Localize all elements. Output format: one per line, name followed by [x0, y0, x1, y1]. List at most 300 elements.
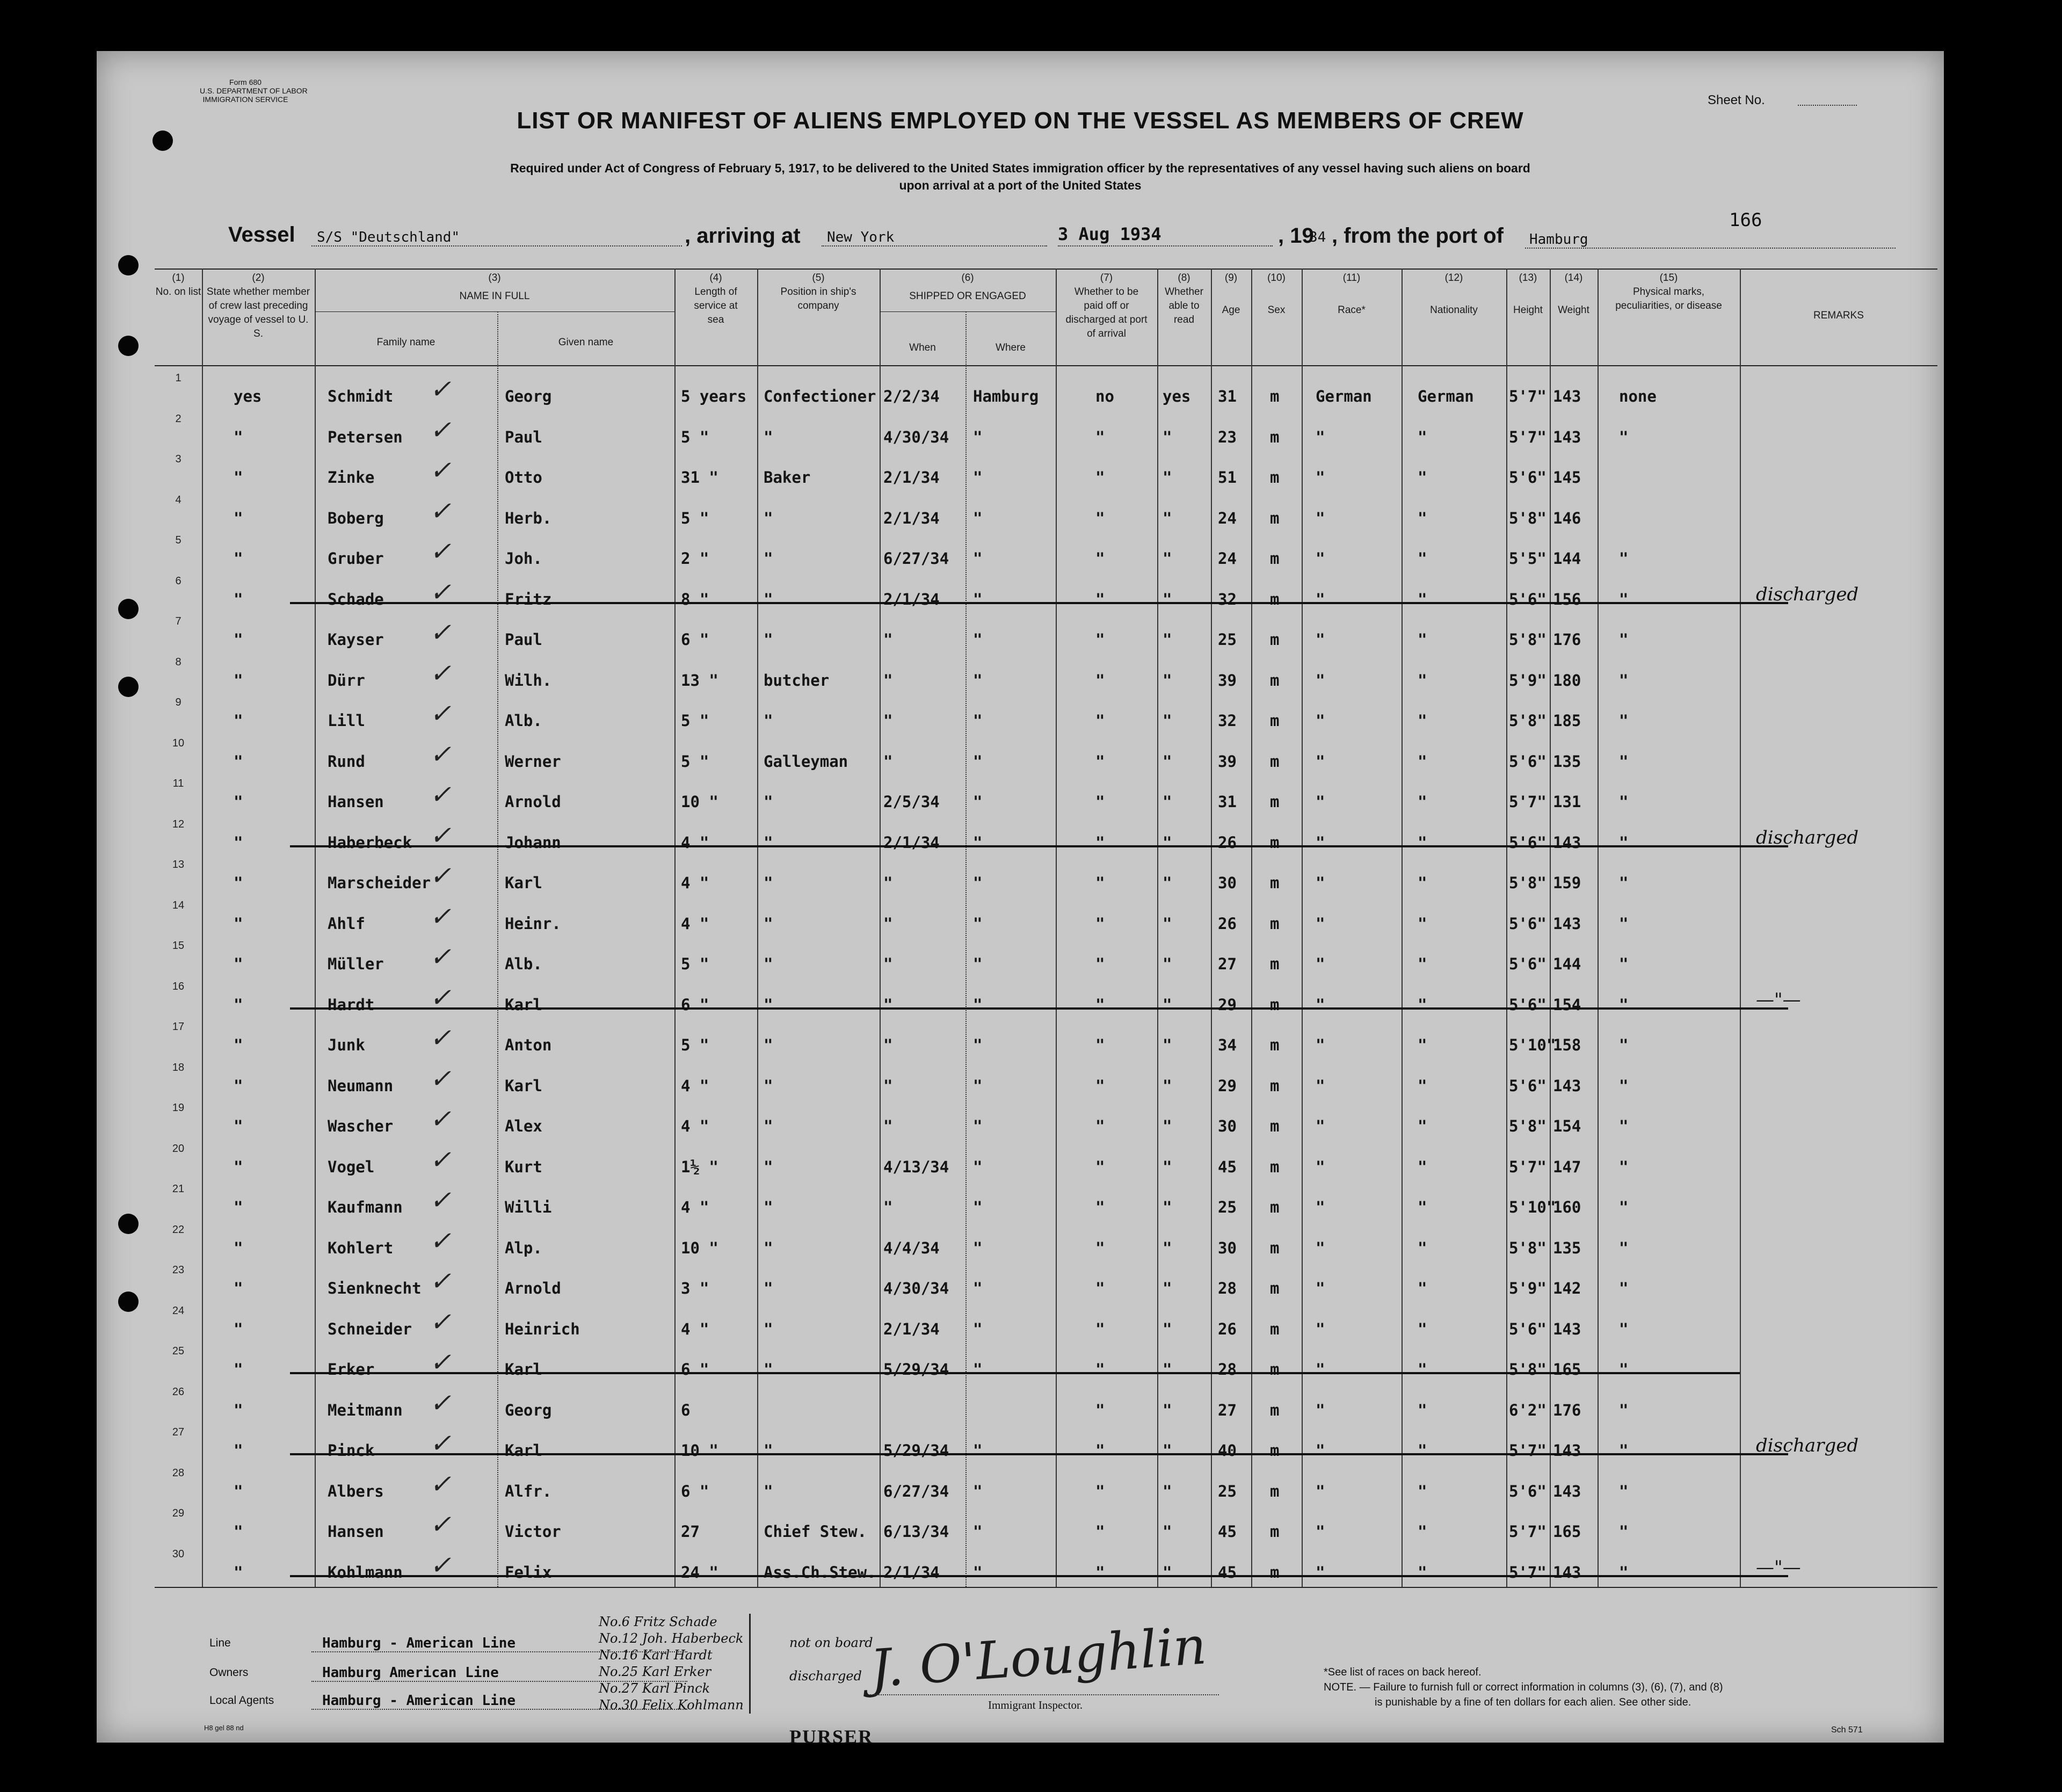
position-cell: " [764, 914, 773, 933]
service-length-cell: 5 years [681, 387, 747, 405]
paid-off-cell: " [1095, 549, 1105, 568]
service-length-cell: 4 " [681, 1076, 709, 1095]
paid-off-cell: " [1095, 793, 1105, 811]
check-mark-icon: ✓ [430, 1428, 452, 1459]
race-cell: " [1316, 427, 1325, 446]
physical-marks-cell: " [1619, 630, 1629, 649]
prev-voyage-cell: " [234, 914, 243, 933]
prev-voyage-cell: " [234, 874, 243, 892]
position-cell: " [764, 549, 773, 568]
able-to-read-cell: " [1163, 712, 1172, 730]
arriving-label: , arriving at [685, 224, 801, 248]
family-name-cell: Rund [328, 752, 365, 771]
physical-marks-cell: " [1619, 793, 1629, 811]
check-mark-icon: ✓ [430, 1266, 452, 1296]
sex-cell: m [1270, 509, 1280, 527]
shipped-where-cell: " [973, 468, 983, 487]
strikethrough-line [290, 1575, 1788, 1577]
check-mark-icon: ✓ [430, 618, 452, 648]
given-name-cell: Arnold [505, 793, 561, 811]
family-name-cell: Zinke [328, 468, 375, 487]
paid-off-cell: " [1095, 1036, 1105, 1054]
form-number: Form 680 [229, 78, 262, 86]
hand-note: No.27 Karl Pinck [599, 1681, 710, 1696]
col9-header: (9) Age [1222, 272, 1240, 316]
given-name-cell: Joh. [505, 549, 542, 568]
row-number: 1 [175, 372, 181, 384]
height-cell: 5'8" [1509, 1238, 1546, 1257]
paid-off-cell: " [1095, 671, 1105, 690]
shipped-when-cell: 5/29/34 [883, 1360, 949, 1379]
paid-off-cell: " [1095, 955, 1105, 973]
position-cell: " [764, 427, 773, 446]
given-name-cell: Alb. [505, 955, 542, 973]
paid-off-cell: " [1095, 427, 1105, 446]
row-number: 20 [172, 1142, 185, 1155]
shipped-where-cell: " [973, 955, 983, 973]
nationality-cell: " [1418, 995, 1427, 1014]
service-length-cell: 6 " [681, 630, 709, 649]
service-name: IMMIGRATION SERVICE [202, 95, 288, 104]
row-number: 5 [175, 534, 181, 546]
age-cell: 24 [1218, 509, 1237, 527]
position-cell: " [764, 1076, 773, 1095]
punch-hole [118, 1214, 139, 1234]
service-length-cell: 5 " [681, 427, 709, 446]
check-mark-icon: ✓ [430, 861, 452, 891]
agents-label: Local Agents [209, 1694, 274, 1707]
height-cell: 5'7" [1509, 1441, 1546, 1460]
physical-marks-cell: " [1619, 874, 1629, 892]
prev-voyage-cell: " [234, 1482, 243, 1500]
races-note: *See list of races on back hereof. [1324, 1666, 1482, 1678]
race-cell: " [1316, 874, 1325, 892]
hand-note: No.25 Karl Erker [599, 1664, 711, 1679]
col10-header: (10) Sex [1267, 272, 1286, 316]
height-cell: 5'9" [1509, 671, 1546, 690]
check-mark-icon: ✓ [430, 820, 452, 851]
able-to-read-cell: " [1163, 833, 1172, 852]
given-name-cell: Karl [505, 995, 542, 1014]
family-name-cell: Petersen [328, 427, 403, 446]
family-name-cell: Boberg [328, 509, 384, 527]
paid-off-cell: " [1095, 833, 1105, 852]
row-number: 3 [175, 453, 181, 465]
year-label: , 19 [1278, 224, 1314, 248]
able-to-read-cell: " [1163, 1319, 1172, 1338]
shipped-when-cell: 6/13/34 [883, 1522, 949, 1541]
paid-off-cell: " [1095, 1319, 1105, 1338]
col3-header: (3) NAME IN FULL [459, 272, 530, 302]
race-cell: " [1316, 468, 1325, 487]
given-name-cell: Arnold [505, 1279, 561, 1297]
able-to-read-cell: " [1163, 590, 1172, 608]
hand-note: No.30 Felix Kohlmann [599, 1697, 744, 1713]
given-name-cell: Johann [505, 833, 561, 852]
shipped-when-cell: 2/1/34 [883, 468, 940, 487]
year-value: 34 [1309, 229, 1326, 245]
shipped-where-cell: " [973, 833, 983, 852]
physical-marks-cell: " [1619, 1117, 1629, 1135]
given-name-cell: Herb. [505, 509, 552, 527]
row-number: 30 [172, 1548, 185, 1560]
sex-cell: m [1270, 427, 1280, 446]
paid-off-cell: " [1095, 752, 1105, 771]
position-cell: " [764, 1360, 773, 1379]
given-name-cell: Karl [505, 874, 542, 892]
row-number: 27 [172, 1426, 185, 1438]
age-cell: 26 [1218, 914, 1237, 933]
service-length-cell: 2 " [681, 549, 709, 568]
race-cell: " [1316, 1036, 1325, 1054]
age-cell: 29 [1218, 995, 1237, 1014]
weight-cell: 165 [1553, 1360, 1581, 1379]
prev-voyage-cell: " [234, 1401, 243, 1419]
hand-note: No.16 Karl Hardt [599, 1648, 713, 1663]
sex-cell: m [1270, 1198, 1280, 1216]
col14-header: (14) Weight [1558, 272, 1589, 316]
able-to-read-cell: " [1163, 955, 1172, 973]
family-name-cell: Vogel [328, 1157, 375, 1176]
given-name-cell: Georg [505, 1401, 552, 1419]
physical-marks-cell: " [1619, 1482, 1629, 1500]
race-cell: " [1316, 1076, 1325, 1095]
nationality-cell: " [1418, 1238, 1427, 1257]
check-mark-icon: ✓ [430, 658, 452, 688]
age-cell: 25 [1218, 1198, 1237, 1216]
weight-cell: 143 [1553, 427, 1581, 446]
shipped-where-cell: " [973, 1198, 983, 1216]
prev-voyage-cell: " [234, 630, 243, 649]
paid-off-cell: " [1095, 995, 1105, 1014]
prev-voyage-cell: " [234, 1522, 243, 1541]
shipped-where-cell: " [973, 1522, 983, 1541]
print-code: H8 gel 88 nd [204, 1724, 244, 1732]
service-length-cell: 31 " [681, 468, 718, 487]
shipped-when-cell: 2/1/34 [883, 1563, 940, 1581]
vessel-label: Vessel [228, 223, 295, 246]
prev-voyage-cell: " [234, 1319, 243, 1338]
position-cell: " [764, 1117, 773, 1135]
physical-marks-cell: " [1619, 995, 1629, 1014]
col3a-header: Family name [376, 337, 435, 348]
sex-cell: m [1270, 752, 1280, 771]
weight-cell: 160 [1553, 1198, 1581, 1216]
age-cell: 45 [1218, 1563, 1237, 1581]
check-mark-icon: ✓ [430, 982, 452, 1013]
service-length-cell: 5 " [681, 955, 709, 973]
given-name-cell: Heinrich [505, 1319, 580, 1338]
height-cell: 6'2" [1509, 1401, 1546, 1419]
service-length-cell: 10 " [681, 1441, 718, 1460]
punch-hole [118, 1292, 139, 1312]
weight-cell: 143 [1553, 1441, 1581, 1460]
discharged-note: discharged [789, 1668, 862, 1684]
race-cell: " [1316, 1360, 1325, 1379]
height-cell: 5'6" [1509, 833, 1546, 852]
shipped-where-cell: " [973, 671, 983, 690]
nationality-cell: " [1418, 833, 1427, 852]
arrival-date-stamp: 3 Aug 1934 [1058, 224, 1161, 244]
shipped-when-cell: " [883, 995, 893, 1014]
sheet-number-label: Sheet No. [1708, 93, 1765, 107]
family-name-cell: Schade [328, 590, 384, 608]
service-length-cell: 27 [681, 1522, 700, 1541]
row-number: 15 [172, 940, 185, 952]
row-number: 7 [175, 615, 181, 627]
age-cell: 31 [1218, 793, 1237, 811]
punch-hole [118, 599, 139, 619]
check-mark-icon: ✓ [430, 1469, 452, 1499]
age-cell: 45 [1218, 1157, 1237, 1176]
age-cell: 26 [1218, 833, 1237, 852]
position-cell: Chief Stew. [764, 1522, 867, 1541]
inspector-signature: J. O'Loughlin [868, 1615, 1209, 1699]
paid-off-cell: " [1095, 874, 1105, 892]
strikethrough-line [290, 1453, 1788, 1455]
shipped-where-cell: " [973, 1076, 983, 1095]
given-name-cell: Alb. [505, 712, 542, 730]
col2-header: (2) State whether member of crew last preceding voyage of vessel to U. S. [206, 272, 310, 339]
position-cell: " [764, 1036, 773, 1054]
shipped-where-cell: " [973, 427, 983, 446]
race-cell: " [1316, 590, 1325, 608]
check-mark-icon: ✓ [430, 1550, 452, 1580]
shipped-when-cell: " [883, 874, 893, 892]
prev-voyage-cell: " [234, 1441, 243, 1460]
position-cell: Confectioner [764, 387, 876, 405]
able-to-read-cell: " [1163, 995, 1172, 1014]
check-mark-icon: ✓ [430, 780, 452, 810]
age-cell: 25 [1218, 630, 1237, 649]
shipped-when-cell: " [883, 1076, 893, 1095]
sex-cell: m [1270, 1441, 1280, 1460]
weight-cell: 145 [1553, 468, 1581, 487]
race-cell: " [1316, 1157, 1325, 1176]
height-cell: 5'10" [1509, 1198, 1556, 1216]
form-subtitle-1: Required under Act of Congress of February 5, 1917, to be delivered to the United States immigration officer by the representatives of any vessel having such aliens on board [510, 161, 1530, 175]
shipped-where-cell: " [973, 1238, 983, 1257]
prev-voyage-cell: " [234, 712, 243, 730]
height-cell: 5'10" [1509, 1036, 1556, 1054]
able-to-read-cell: " [1163, 1157, 1172, 1176]
row-number: 29 [172, 1507, 185, 1519]
shipped-when-cell: 6/27/34 [883, 549, 949, 568]
nationality-cell: " [1418, 1076, 1427, 1095]
row-number: 8 [175, 656, 181, 668]
paid-off-cell: " [1095, 1157, 1105, 1176]
sex-cell: m [1270, 1157, 1280, 1176]
able-to-read-cell: " [1163, 1401, 1172, 1419]
sex-cell: m [1270, 1076, 1280, 1095]
height-cell: 5'6" [1509, 468, 1546, 487]
sex-cell: m [1270, 590, 1280, 608]
shipped-when-cell: " [883, 1117, 893, 1135]
sex-cell: m [1270, 468, 1280, 487]
row-number: 14 [172, 899, 185, 911]
nationality-cell: " [1418, 630, 1427, 649]
height-cell: 5'8" [1509, 712, 1546, 730]
family-name-cell: Pinck [328, 1441, 375, 1460]
paid-off-cell: " [1095, 590, 1105, 608]
service-length-cell: 4 " [681, 914, 709, 933]
able-to-read-cell: " [1163, 549, 1172, 568]
height-cell: 5'8" [1509, 1360, 1546, 1379]
physical-marks-cell: " [1619, 1401, 1629, 1419]
weight-cell: 176 [1553, 630, 1581, 649]
able-to-read-cell: " [1163, 1279, 1172, 1297]
weight-cell: 131 [1553, 793, 1581, 811]
able-to-read-cell: " [1163, 1522, 1172, 1541]
punch-hole [118, 255, 139, 275]
sex-cell: m [1270, 549, 1280, 568]
service-length-cell: 4 " [681, 874, 709, 892]
given-name-cell: Otto [505, 468, 542, 487]
shipped-where-cell: " [973, 793, 983, 811]
age-cell: 28 [1218, 1279, 1237, 1297]
family-name-cell: Neumann [328, 1076, 394, 1095]
sex-cell: m [1270, 1319, 1280, 1338]
nationality-cell: " [1418, 1117, 1427, 1135]
shipped-where-cell: " [973, 995, 983, 1014]
shipped-when-cell: " [883, 752, 893, 771]
service-length-cell: 6 " [681, 1360, 709, 1379]
paid-off-cell: " [1095, 712, 1105, 730]
age-cell: 40 [1218, 1441, 1237, 1460]
able-to-read-cell: " [1163, 1117, 1172, 1135]
position-cell: Baker [764, 468, 811, 487]
prev-voyage-cell: " [234, 1198, 243, 1216]
able-to-read-cell: " [1163, 1563, 1172, 1581]
able-to-read-cell: " [1163, 1076, 1172, 1095]
shipped-when-cell: 4/4/34 [883, 1238, 940, 1257]
given-name-cell: Victor [505, 1522, 561, 1541]
col3b-header: Given name [558, 337, 614, 348]
penalty-note-2: is punishable by a fine of ten dollars for each alien. See other side. [1375, 1696, 1691, 1708]
nationality-cell: " [1418, 752, 1427, 771]
nationality-cell: " [1418, 671, 1427, 690]
sex-cell: m [1270, 1401, 1280, 1419]
given-name-cell: Alp. [505, 1238, 542, 1257]
nationality-cell: " [1418, 590, 1427, 608]
prev-voyage-cell: " [234, 752, 243, 771]
nationality-cell: " [1418, 1482, 1427, 1500]
position-cell: " [764, 833, 773, 852]
nationality-cell: " [1418, 1198, 1427, 1216]
age-cell: 25 [1218, 1482, 1237, 1500]
col8-header: (8) Whether able to read [1165, 272, 1203, 325]
position-cell: " [764, 1238, 773, 1257]
paid-off-cell: " [1095, 1401, 1105, 1419]
paid-off-cell: " [1095, 1238, 1105, 1257]
weight-cell: 143 [1553, 1563, 1581, 1581]
weight-cell: 135 [1553, 1238, 1581, 1257]
line-label: Line [209, 1637, 231, 1649]
given-name-cell: Alfr. [505, 1482, 552, 1500]
race-cell: " [1316, 1401, 1325, 1419]
age-cell: 39 [1218, 752, 1237, 771]
prev-voyage-cell: " [234, 1238, 243, 1257]
shipped-when-cell: 2/1/34 [883, 509, 940, 527]
row-number: 19 [172, 1102, 185, 1114]
check-mark-icon: ✓ [430, 901, 452, 932]
family-name-cell: Ahlf [328, 914, 365, 933]
weight-cell: 147 [1553, 1157, 1581, 1176]
able-to-read-cell: " [1163, 509, 1172, 527]
arriving-port: New York [827, 229, 895, 245]
physical-marks-cell: none [1619, 387, 1657, 405]
prev-voyage-cell: " [234, 1279, 243, 1297]
nationality-cell: " [1418, 712, 1427, 730]
owners-label: Owners [209, 1666, 249, 1679]
race-cell: German [1316, 387, 1372, 405]
paid-off-cell: " [1095, 468, 1105, 487]
nationality-cell: " [1418, 1441, 1427, 1460]
row-number: 18 [172, 1061, 185, 1073]
row-number: 13 [172, 859, 185, 870]
prev-voyage-cell: " [234, 468, 243, 487]
service-length-cell: 3 " [681, 1279, 709, 1297]
col13-header: (13) Height [1513, 272, 1543, 316]
prev-voyage-cell: " [234, 955, 243, 973]
prev-voyage-cell: " [234, 671, 243, 690]
shipped-when-cell: 2/5/34 [883, 793, 940, 811]
physical-marks-cell: " [1619, 590, 1629, 608]
service-length-cell: 5 " [681, 712, 709, 730]
department-name: U.S. DEPARTMENT OF LABOR [200, 86, 308, 95]
shipped-where-cell: " [973, 1441, 983, 1460]
weight-cell: 142 [1553, 1279, 1581, 1297]
weight-cell: 143 [1553, 914, 1581, 933]
weight-cell: 180 [1553, 671, 1581, 690]
physical-marks-cell: " [1619, 752, 1629, 771]
nationality-cell: " [1418, 1563, 1427, 1581]
height-cell: 5'6" [1509, 590, 1546, 608]
position-cell: " [764, 1482, 773, 1500]
nationality-cell: " [1418, 874, 1427, 892]
family-name-cell: Hansen [328, 1522, 384, 1541]
service-length-cell: 4 " [681, 1198, 709, 1216]
prev-voyage-cell: yes [234, 387, 262, 405]
family-name-cell: Junk [328, 1036, 365, 1054]
position-cell: " [764, 874, 773, 892]
service-length-cell: 10 " [681, 1238, 718, 1257]
strikethrough-line [290, 1007, 1788, 1010]
weight-cell: 144 [1553, 955, 1581, 973]
check-mark-icon: ✓ [430, 1225, 452, 1256]
height-cell: 5'7" [1509, 1522, 1546, 1541]
given-name-cell: Anton [505, 1036, 552, 1054]
position-cell: " [764, 995, 773, 1014]
form-title: LIST OR MANIFEST OF ALIENS EMPLOYED ON THE VESSEL AS MEMBERS OF CREW [517, 107, 1524, 134]
weight-cell: 144 [1553, 549, 1581, 568]
nationality-cell: " [1418, 914, 1427, 933]
able-to-read-cell: " [1163, 468, 1172, 487]
hand-note: No.12 Joh. Haberbeck [599, 1631, 744, 1646]
age-cell: 30 [1218, 1238, 1237, 1257]
shipped-where-cell: " [973, 1157, 983, 1176]
physical-marks-cell: " [1619, 671, 1629, 690]
physical-marks-cell: " [1619, 914, 1629, 933]
race-cell: " [1316, 1441, 1325, 1460]
sex-cell: m [1270, 1482, 1280, 1500]
hand-note: No.6 Fritz Schade [599, 1614, 717, 1629]
height-cell: 5'9" [1509, 1279, 1546, 1297]
col6a-header: When [909, 342, 936, 353]
form-subtitle-2: upon arrival at a port of the United States [899, 178, 1142, 192]
age-cell: 51 [1218, 468, 1237, 487]
able-to-read-cell: " [1163, 630, 1172, 649]
